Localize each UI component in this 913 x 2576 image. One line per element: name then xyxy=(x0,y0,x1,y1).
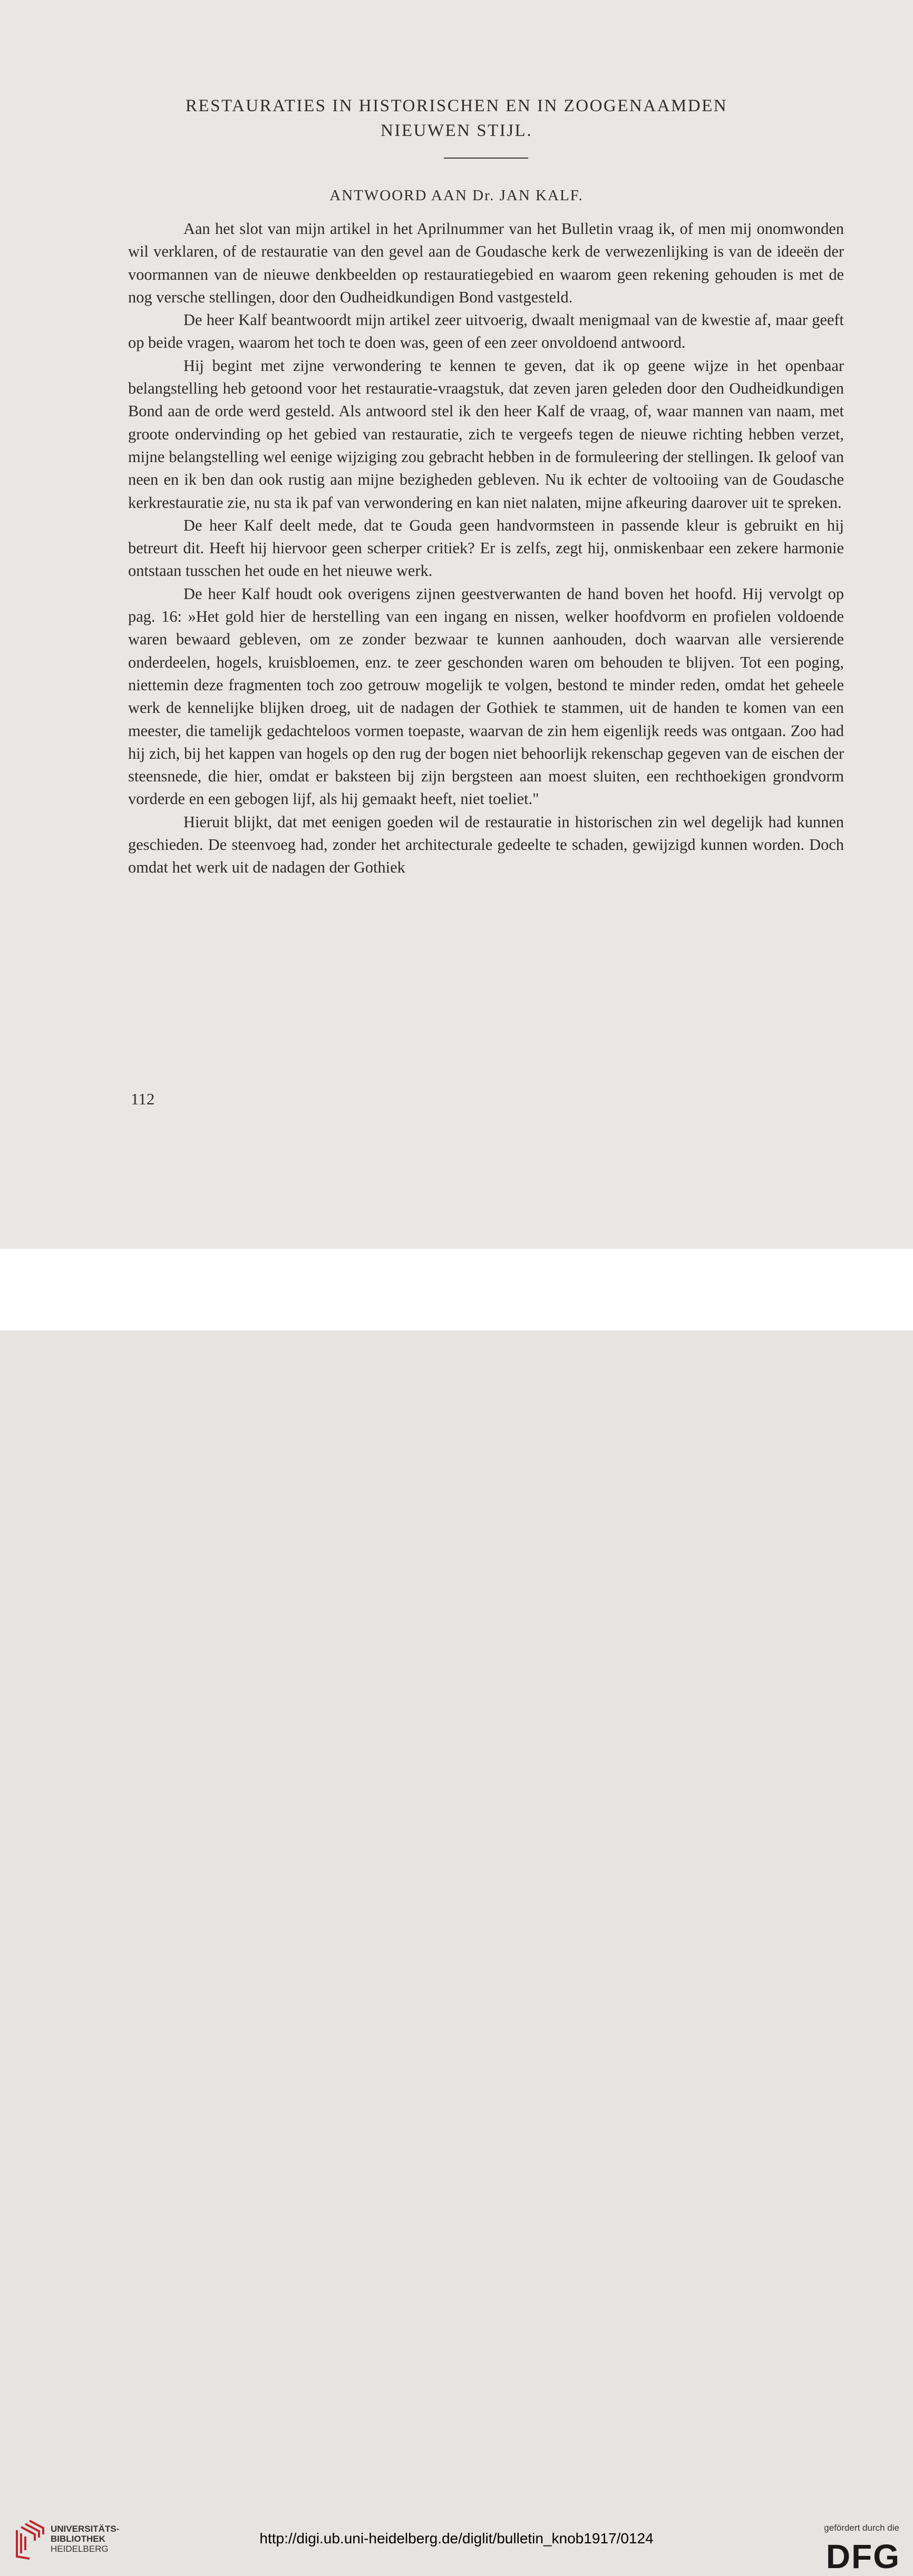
paragraph: Hij begint met zijne verwondering te kennen te geven, dat ik op geene wijze in het openbaar belangstelling heb getoond voor het restauratie-vraagstuk, dat zeven jaren geleden door den Oudheidkundigen Bond aan de orde werd gesteld. Als antwoord stel ik den heer Kalf de vraag, of, waar mannen van naam, met groote ondervinding op het gebied van restauratie, zich te vergeefs tegen de nieuwe richting hebben verzet, mijne belangstelling wel eenige wijziging zou gebracht hebben in de formuleering der stellingen. Ik geloof van neen en ik ben dan ook rustig aan mijne bezigheden gebleven. Nu ik echter de voltooiing van de Goudasche kerkrestauratie zie, nu sta ik paf van verwondering en kan niet nalaten, mijne afkeuring daarover uit te spreken. xyxy=(128,356,844,512)
article-title-line-1: RESTAURATIES IN HISTORISCHEN EN IN ZOOGENAAMDEN xyxy=(185,96,728,115)
library-name-line-1: UNIVERSITÄTS- xyxy=(51,2524,120,2534)
article-title-line-2: NIEUWEN STIJL. xyxy=(381,121,532,140)
library-name-line-2: BIBLIOTHEK xyxy=(51,2534,105,2544)
paragraph: Hieruit blijkt, dat met eenigen goeden wil de restauratie in historischen zin wel degelijk had kunnen geschieden. De steenvoeg had, zonder het architecturale gedeelte te schaden, gewijzigd kunnen worden. Doch omdat het werk uit de nadagen der Gothiek xyxy=(128,812,844,877)
digitization-footer xyxy=(0,1249,913,2575)
library-name-line-3: HEIDELBERG xyxy=(51,2544,109,2554)
scanned-page xyxy=(0,0,913,1249)
paragraph: De heer Kalf beantwoordt mijn artikel zeer uitvoerig, dwaalt menigmaal van de kwestie af, maar geeft op beide vragen, waarom het toch te doen was, geen of een zeer onvoldoend antwoord. xyxy=(128,311,844,352)
dfg-logo[interactable]: DFG xyxy=(825,2538,900,2575)
permalink-url[interactable]: http://digi.ub.uni-heidelberg.de/diglit/bulletin_knob1917/0124 xyxy=(259,2530,654,2546)
article-body xyxy=(128,218,844,879)
title-divider xyxy=(444,158,528,159)
paragraph: De heer Kalf deelt mede, dat te Gouda geen handvormsteen in passende kleur is gebruikt en hij betreurt dit. Heeft hij hiervoor geen scherper critiek? Er is zelfs, zegt hij, onmiskenbaar een zekere harmonie ontstaan tusschen het oude en het nieuwe werk. xyxy=(128,516,844,580)
paragraph: De heer Kalf houdt ook overigens zijnen geestverwanten de hand boven het hoofd. Hij vervolgt op pag. 16: »Het gold hier de herstelling van een ingang en nissen, welker hoofdvorm en profielen voldoende waren bewaard gebleven, om ze zonder bezwaar te kunnen aanhouden, doch waarvan alle versierende onderdeelen, hogels, kruisbloemen, enz. te zeer geschonden waren om behouden te blijven. Tot een poging, niettemin deze fragmenten toch zoo getrouw mogelijk te volgen, bestond te minder reden, omdat het geheele werk de kennelijke blijken droeg, uit de nadagen der Gothiek te stammen, uit de handen te komen van een meester, die tamelijk gedachteloos vormen toepaste, waarvan de zin hem eigenlijk reeds was ontgaan. Zoo had hij zich, bij het kappen van hogels op den rug der bogen niet behoorlijk rekenschap gegeven van de eischen der steensnede, die hier, omdat er baksteen bij zijn bergsteen aan moest sluiten, een rechthoekigen grondvorm vorderde en een gebogen lijf, als hij gemaakt heeft, niet toeliet." xyxy=(128,584,844,808)
paragraph: Aan het slot van mijn artikel in het Aprilnummer van het Bulletin vraag ik, of men mij onomwonden wil verklaren, of de restauratie van den gevel aan de Goudasche kerk de verwezenlijking is van de ideeën der voormannen van de nieuwe denkbeelden op restauratiegebied en waarom geen rekening gehouden is met de nog versche stellingen, door den Oudheidkundigen Bond vastgesteld. xyxy=(128,220,844,306)
funded-by-label: gefördert durch die xyxy=(824,2523,899,2533)
page-number: 112 xyxy=(131,1090,155,1108)
article-subtitle: ANTWOORD AAN Dr. JAN KALF. xyxy=(329,187,584,204)
